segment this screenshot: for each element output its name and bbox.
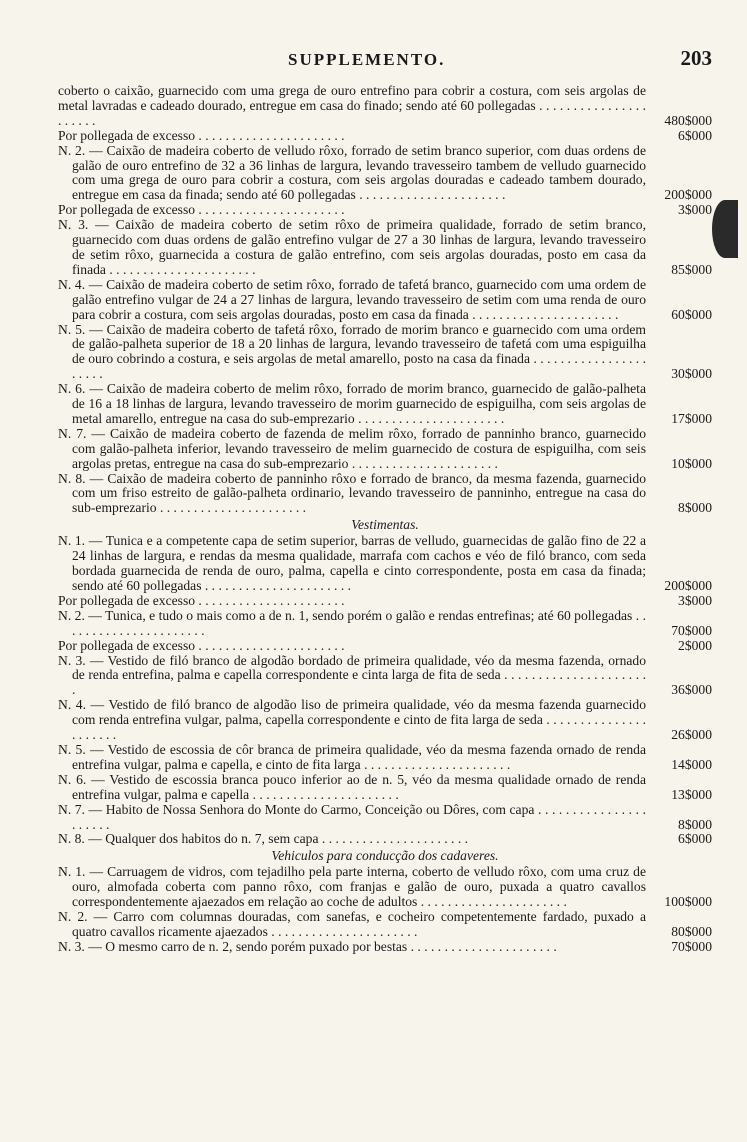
- price-entry: [58, 203, 712, 218]
- entry-price: 70$000: [671, 938, 712, 954]
- section-heading: Vehiculos para conducção dos cadaveres.: [271, 848, 499, 864]
- price-entry: [58, 698, 712, 743]
- entry-price: 60$000: [671, 306, 712, 322]
- entry-text: N. 5. — Vestido de escossia de côr branca de primeira qualidade, véo da mesma fazenda ornado de renda entrefina vulgar, palma e capella, e cinto de fita larga . . .: [58, 742, 646, 772]
- entry-text: N. 3. — O mesmo carro de n. 2, sendo porém puxado por bestas . . .: [58, 939, 557, 954]
- price-entry: [58, 218, 712, 278]
- price-entry: [58, 773, 712, 803]
- entry-description: [58, 203, 646, 218]
- entry-description: [58, 129, 646, 144]
- entry-text: N. 3. — Caixão de madeira coberto de setim rôxo de primeira qualidade, forrado de setim branco, guarnecido com duas ordens de galão entrefino vulgar de 27 a 30 linhas de largura, levando travesseiro de setim rôxo, guarnecida a costura de galão entrefino, com seis argolas douradas, posto em casa da finada . . .: [58, 217, 646, 277]
- entry-description: [58, 743, 646, 773]
- entry-text: N. 7. — Habito de Nossa Senhora do Monte do Carmo, Conceição ou Dôres, com capa . . .: [58, 802, 646, 832]
- entry-text: N. 4. — Vestido de filó branco de algodão liso de primeira qualidade, véo da mesma fazenda guarnecido com renda entrefina vulgar, palma, capella correspondente e cinto de fita larga de seda . . .: [58, 697, 646, 742]
- entry-price: 480$000: [664, 112, 712, 128]
- entry-description: [58, 639, 646, 654]
- entry-price: 30$000: [671, 366, 712, 382]
- price-entry: [58, 654, 712, 699]
- entry-text: Por pollegada de excesso . . .: [58, 128, 345, 143]
- entry-text: N. 6. — Caixão de madeira coberto de melim rôxo, forrado de morim branco, guarnecido de galão-palheta de 16 a 18 linhas de largura, levando travesseiro de morim guarnecido de espiguilha, com seis argolas de metal amarello, entregue na casa do sub-emprezario . . .: [58, 381, 646, 426]
- page-header: [58, 46, 712, 84]
- price-entry: [58, 639, 712, 654]
- entry-text: N. 8. — Caixão de madeira coberto de panninho rôxo e forrado de branco, da mesma fazenda, guarnecido com um friso estreito de galão-palheta ordinario, levando travesseiro de panninho, entregue na casa do sub-emprezario . . .: [58, 471, 646, 516]
- entry-price: 8$000: [678, 500, 712, 516]
- section-heading: Vestimentas.: [351, 517, 419, 533]
- entry-price: 3$000: [678, 202, 712, 218]
- entry-text: N. 2. — Tunica, e tudo o mais como a de n. 1, sendo porém o galão e rendas entrefinas; até 60 pollegadas . . .: [58, 608, 646, 638]
- price-entry: [58, 382, 712, 427]
- price-entry: [58, 743, 712, 773]
- price-entry: [58, 865, 712, 910]
- price-entry: [58, 129, 712, 144]
- entry-price: 100$000: [664, 894, 712, 910]
- entry-price: 13$000: [671, 786, 712, 802]
- price-entry: [58, 144, 712, 204]
- price-entry: [58, 534, 712, 594]
- price-entry: [58, 84, 712, 129]
- entry-price: 200$000: [664, 187, 712, 203]
- entry-price: 6$000: [678, 831, 712, 847]
- entry-text: N. 1. — Tunica e a competente capa de setim superior, barras de velludo, guarnecidas de galão fino de 22 a 24 linhas de largura, e rendas da mesma qualidade, marrafa com cachos e véo de filó branco, com seda bordada guarnecida de renda de ouro, palma, capella e cinto correspondente, posta em casa da finada; sendo até 60 pollegadas . . .: [58, 533, 646, 593]
- entry-description: [58, 609, 646, 639]
- entry-text: N. 2. — Caixão de madeira coberto de velludo rôxo, forrado de setim branco superior, com duas ordens de galão de ouro entrefino de 32 a 36 linhas de largura, levando travesseiro tambem de velludo guarnecido com uma grega de ouro para cobrir a costura, com seis argolas douradas e cadeado tambem dourado, entregue em casa da finada; sendo até 60 pollegadas . . .: [58, 143, 646, 203]
- entry-description: [58, 472, 646, 517]
- entry-price: 26$000: [671, 727, 712, 743]
- entry-price: 8$000: [678, 816, 712, 832]
- price-entry: [58, 323, 712, 383]
- price-entry: [58, 910, 712, 940]
- entry-text: N. 4. — Caixão de madeira coberto de setim rôxo, forrado de tafetá branco, guarnecido com uma ordem de galão entrefino vulgar de 24 a 27 linhas de largura, levando travesseiro de setim com uma renda de ouro para cobrir a costura, com seis argolas douradas, posto em casa da finada . . .: [58, 277, 646, 322]
- entry-description: [58, 278, 646, 323]
- entry-description: [58, 940, 646, 955]
- entry-text: N. 7. — Caixão de madeira coberto de fazenda de melim rôxo, forrado de panninho branco, guarnecido com galão-palheta inferior, levando travesseiro de melim guarnecido de costura de espiguilha, com seis argolas pretas, entregue na casa do sub-emprezario . . .: [58, 426, 646, 471]
- entry-description: [58, 144, 646, 204]
- entry-description: [58, 773, 646, 803]
- price-entry: [58, 278, 712, 323]
- entry-price: 6$000: [678, 127, 712, 143]
- entry-price: 200$000: [664, 578, 712, 593]
- page: [58, 46, 712, 955]
- entry-price: 70$000: [671, 622, 712, 638]
- entry-description: [58, 534, 646, 594]
- entry-description: [58, 382, 646, 427]
- entry-description: [58, 803, 646, 833]
- page-number: 203: [680, 46, 712, 70]
- price-entry: [58, 427, 712, 472]
- price-entry: [58, 472, 712, 517]
- entry-price: 2$000: [678, 637, 712, 653]
- price-list: [58, 84, 712, 955]
- entry-text: N. 8. — Qualquer dos habitos do n. 7, sem capa . . .: [58, 831, 468, 846]
- binding-mark: [712, 200, 738, 258]
- price-entry: [58, 940, 712, 955]
- entry-text: N. 5. — Caixão de madeira coberto de tafetá rôxo, forrado de morim branco e guarnecido com uma ordem de galão-palheta superior de 18 a 20 linhas de largura, levando travesseiro de tafetá com uma espiguilha de ouro cobrindo a costura, e seis argolas de metal amarello, posto na casa da finada . . .: [58, 322, 646, 382]
- entry-price: 10$000: [671, 455, 712, 471]
- entry-description: [58, 698, 646, 743]
- entry-description: [58, 654, 646, 699]
- entry-price: 14$000: [671, 756, 712, 772]
- entry-text: Por pollegada de excesso . . .: [58, 202, 345, 217]
- entry-description: [58, 910, 646, 940]
- entry-text: N. 1. — Carruagem de vidros, com tejadilho pela parte interna, coberto de velludo rôxo, com uma cruz de ouro, almofada coberta com panno rôxo, com franjas e galão de ouro, puxada a quatro cavallos correspondentemente ajaezados em relação ao coche de adultos . . .: [58, 864, 646, 909]
- running-title: SUPPLEMENTO.: [288, 50, 446, 69]
- price-entry: [58, 803, 712, 833]
- entry-description: [58, 865, 646, 910]
- entry-description: [58, 323, 646, 383]
- entry-text: N. 3. — Vestido de filó branco de algodão bordado de primeira qualidade, véo da mesma fazenda, ornado de renda entrefina, palma e capella correspondente e cinta larga de fita de seda . . .: [58, 653, 646, 698]
- price-entry: [58, 832, 712, 847]
- entry-text: coberto o caixão, guarnecido com uma grega de ouro entrefino para cobrir a costura, com seis argolas de metal lavradas e cadeado dourado, entregue em casa do finado; sendo até 60 pollegadas . . .: [58, 83, 646, 128]
- entry-price: 17$000: [671, 410, 712, 426]
- entry-price: 85$000: [671, 261, 712, 277]
- entry-text: N. 2. — Carro com columnas douradas, com sanefas, e cocheiro competentemente fardado, puxado a quatro cavallos ricamente ajaezados . . .: [58, 909, 646, 939]
- price-entry: [58, 594, 712, 609]
- entry-description: [58, 218, 646, 278]
- entry-text: Por pollegada de excesso . . .: [58, 593, 345, 608]
- entry-description: [58, 832, 646, 847]
- entry-price: 80$000: [671, 923, 712, 939]
- price-entry: [58, 609, 712, 639]
- entry-text: N. 6. — Vestido de escossia branca pouco inferior ao de n. 5, véo da mesma qualidade ornado de renda entrefina vulgar, palma e capella . . .: [58, 772, 646, 802]
- entry-text: Por pollegada de excesso . . .: [58, 638, 345, 653]
- entry-price: 36$000: [671, 682, 712, 698]
- entry-description: [58, 594, 646, 609]
- entry-description: [58, 427, 646, 472]
- entry-description: [58, 84, 646, 129]
- entry-price: 3$000: [678, 592, 712, 608]
